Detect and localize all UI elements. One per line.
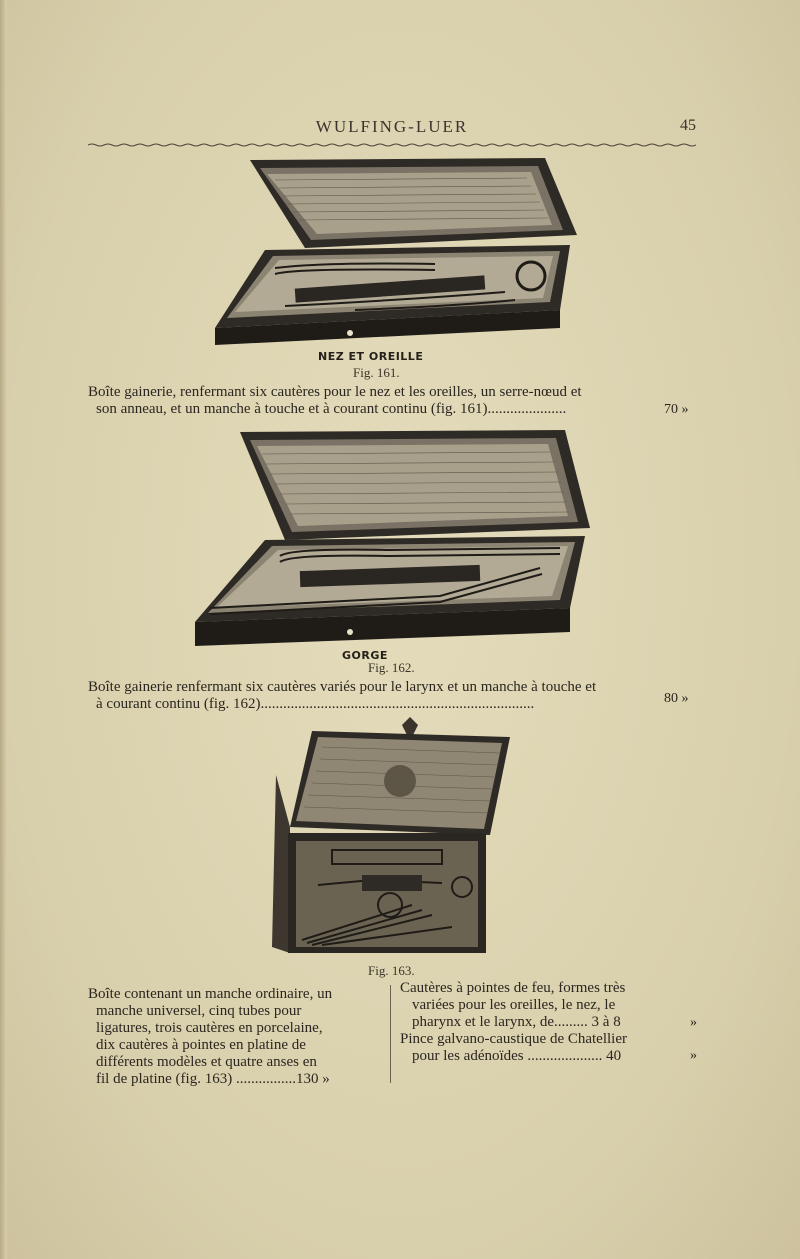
running-title: WULFING-LUER	[315, 117, 469, 136]
description-line: différents modèles et quatre anses en	[96, 1054, 317, 1070]
description-line: variées pour les oreilles, le nez, le	[412, 997, 616, 1013]
figure-162-price: 80 »	[664, 691, 689, 706]
description-line: Boîte gainerie, renfermant six cautères pour le nez et les oreilles, un serre-nœud et	[88, 384, 582, 400]
description-line: fil de platine (fig. 163) ................130 »	[96, 1071, 330, 1087]
description-line: son anneau, et un manche à touche et à courant continu (fig. 161).....................	[96, 401, 567, 417]
description-line: dix cautères à pointes en platine de	[96, 1037, 306, 1053]
figure-162-description	[88, 679, 596, 713]
description-line: pour les adénoïdes .................... 40	[412, 1048, 622, 1064]
description-line: Cautères à pointes de feu, formes très	[400, 980, 626, 996]
page-header	[88, 115, 696, 145]
figure-161-description	[88, 384, 582, 418]
page-number: 45	[680, 117, 696, 134]
page-binding-edge	[0, 0, 7, 1259]
description-line: Boîte gainerie renfermant six cautères variés pour le larynx et un manche à touche et	[88, 679, 597, 695]
right-column-entry-cauteres	[400, 980, 625, 1031]
right-column-price-suffix: »	[690, 1015, 697, 1030]
figure-162-label: GORGE	[342, 649, 388, 662]
right-column-entry-pince	[400, 1031, 627, 1065]
figure-162-illustration	[190, 428, 590, 650]
description-line: Boîte contenant un manche ordinaire, un	[88, 986, 333, 1002]
figure-161-illustration	[205, 150, 585, 350]
figure-163-illustration	[262, 715, 517, 960]
left-column-entry	[88, 986, 332, 1088]
description-line: pharynx et le larynx, de......... 3 à 8	[412, 1014, 621, 1030]
figure-163-number: Fig. 163.	[368, 963, 415, 978]
right-column-price-suffix: »	[690, 1048, 697, 1063]
figure-161-label: NEZ ET OREILLE	[318, 350, 424, 363]
description-line: ligatures, trois cautères en porcelaine,	[96, 1020, 323, 1036]
description-line: à courant continu (fig. 162).........................................................................	[96, 696, 535, 712]
description-line: manche universel, cinq tubes pour	[96, 1003, 302, 1019]
column-divider	[390, 985, 391, 1083]
figure-161-number: Fig. 161.	[353, 365, 400, 380]
description-line: Pince galvano-caustique de Chatellier	[400, 1031, 627, 1047]
figure-161-price: 70 »	[664, 402, 689, 417]
figure-162-number: Fig. 162.	[368, 660, 415, 675]
header-rule	[88, 143, 696, 147]
